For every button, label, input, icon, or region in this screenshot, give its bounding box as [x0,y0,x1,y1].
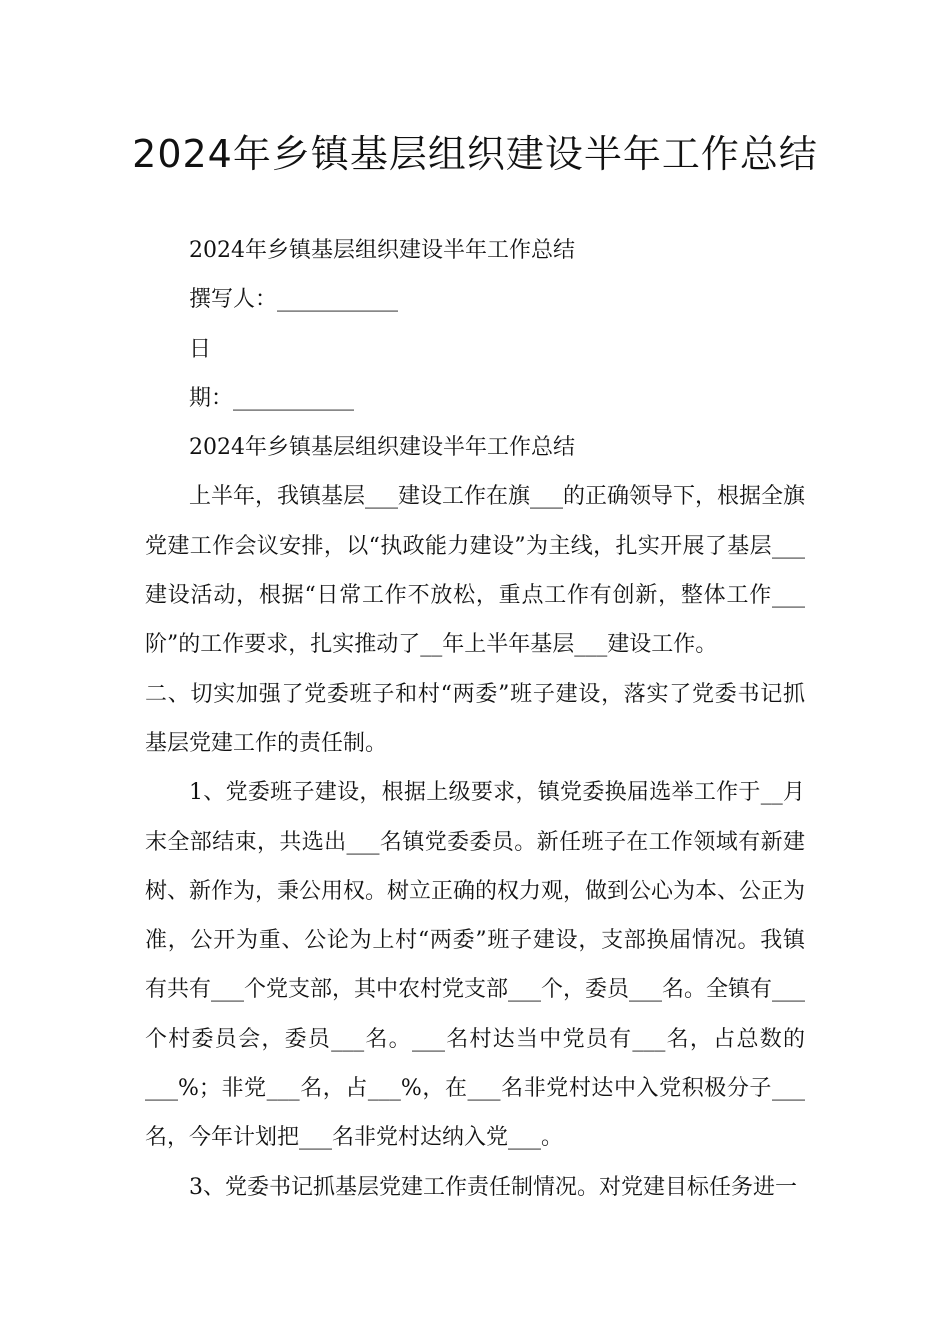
date-line-2: 期：___________ [189,385,355,411]
date-line-1: 日 [189,336,212,362]
document-title: 2024年乡镇基层组织建设半年工作总结 [132,132,818,176]
paragraph-party-committee: 1、党委班子建设，根据上级要求，镇党委换届选举工作于__月末全部结束，共选出___名镇党委委员。新任班子在工作领域有新建树、新作为，秉公用权。树立正确的权力观，做到公心为本、公正为准，公开为重、公论为上村“两委”班子建设，支部换届情况。我镇有共有___个党支部，其中农村党支部___个，委员___名。全镇有___个村委员会，委员___名。___名村达当中党员有___名，占总数的___%；非党___名，占___%，在___名非党村达中入党积极分子___名，今年计划把___名非党村达纳入党___。 [145,780,806,1151]
document-body [145,226,805,1212]
paragraph-section-two: 二、切实加强了党委班子和村“两委”班子建设，落实了党委书记抓基层党建工作的责任制。 [145,681,805,756]
paragraph-intro: 上半年，我镇基层___建设工作在旗___的正确领导下，根据全旗党建工作会议安排，以“执政能力建设”为主线，扎实开展了基层___建设活动，根据“日常工作不放松，重点工作有创新，整体工作___阶”的工作要求，扎实推动了__年上半年基层___建设工作。 [145,484,806,658]
repeat-title-line: 2024年乡镇基层组织建设半年工作总结 [189,435,575,461]
paragraph-responsibility: 3、党委书记抓基层党建工作责任制情况。对党建目标任务进一 [189,1174,797,1200]
author-line: 撰写人：___________ [189,287,399,313]
subtitle-line: 2024年乡镇基层组织建设半年工作总结 [189,238,575,263]
